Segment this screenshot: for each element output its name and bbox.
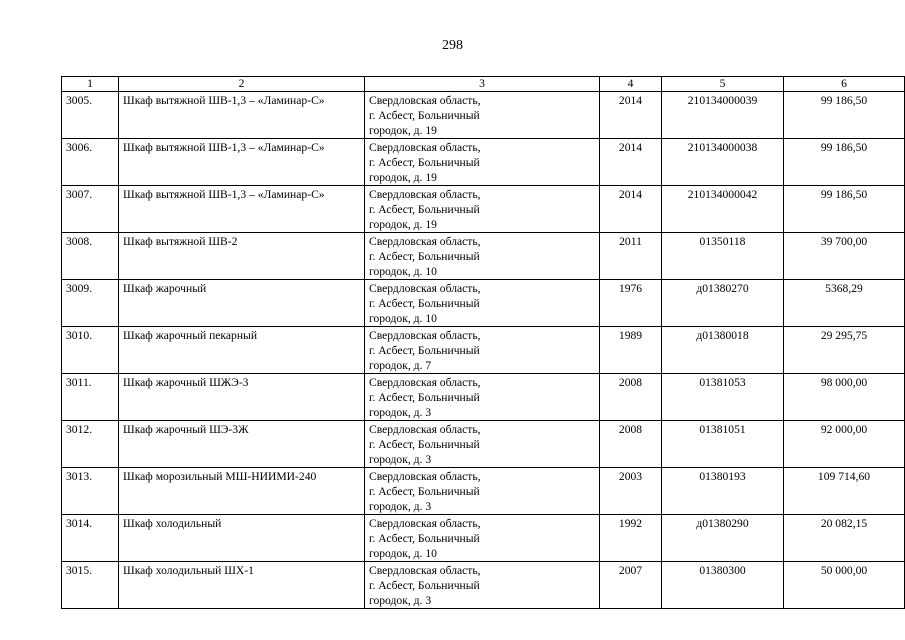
item-cost: 98 000,00 [784, 374, 905, 421]
item-cost: 92 000,00 [784, 421, 905, 468]
column-header-6: 6 [784, 77, 905, 92]
item-year: 2014 [600, 92, 662, 139]
inventory-number: 01381051 [662, 421, 784, 468]
inventory-number: 01350118 [662, 233, 784, 280]
item-name: Шкаф жарочный ШЭ-3Ж [119, 421, 365, 468]
item-year: 2008 [600, 374, 662, 421]
table-row [62, 327, 905, 374]
item-cost: 50 000,00 [784, 562, 905, 609]
column-header-2: 2 [119, 77, 365, 92]
inventory-number: 01380193 [662, 468, 784, 515]
inventory-number: д01380290 [662, 515, 784, 562]
item-address [365, 327, 600, 374]
item-name: Шкаф жарочный ШЖЭ-3 [119, 374, 365, 421]
address-line: городок, д. 3 [369, 594, 432, 607]
column-header-5: 5 [662, 77, 784, 92]
item-cost: 20 082,15 [784, 515, 905, 562]
item-name: Шкаф вытяжной ШВ-2 [119, 233, 365, 280]
address-line: Свердловская область, [369, 235, 481, 248]
item-address [365, 280, 600, 327]
item-name: Шкаф вытяжной ШВ-1,3 – «Ламинар-С» [119, 139, 365, 186]
address-line: Свердловская область, [369, 141, 481, 154]
column-header-4: 4 [600, 77, 662, 92]
address-line: г. Асбест, Больничный [369, 344, 480, 357]
item-name: Шкаф холодильный [119, 515, 365, 562]
item-year: 2014 [600, 186, 662, 233]
row-number: 3005. [62, 92, 119, 139]
inventory-number: 210134000042 [662, 186, 784, 233]
item-year: 1976 [600, 280, 662, 327]
column-header-3: 3 [365, 77, 600, 92]
table-row [62, 92, 905, 139]
row-number: 3010. [62, 327, 119, 374]
item-year: 2007 [600, 562, 662, 609]
address-line: г. Асбест, Больничный [369, 250, 480, 263]
row-number: 3009. [62, 280, 119, 327]
item-year: 2003 [600, 468, 662, 515]
address-line: городок, д. 10 [369, 265, 437, 278]
table-row [62, 186, 905, 233]
address-line: городок, д. 19 [369, 124, 437, 137]
item-cost: 109 714,60 [784, 468, 905, 515]
item-name: Шкаф жарочный [119, 280, 365, 327]
row-number: 3008. [62, 233, 119, 280]
page-number: 298 [442, 38, 463, 53]
address-line: Свердловская область, [369, 282, 481, 295]
table-row [62, 515, 905, 562]
address-line: Свердловская область, [369, 517, 481, 530]
address-line: Свердловская область, [369, 376, 481, 389]
item-cost: 99 186,50 [784, 186, 905, 233]
item-address [365, 374, 600, 421]
item-year: 1989 [600, 327, 662, 374]
address-line: городок, д. 10 [369, 547, 437, 560]
inventory-number: 01380300 [662, 562, 784, 609]
inventory-number: д01380270 [662, 280, 784, 327]
address-line: Свердловская область, [369, 94, 481, 107]
item-name: Шкаф жарочный пекарный [119, 327, 365, 374]
item-address [365, 139, 600, 186]
inventory-number: 210134000038 [662, 139, 784, 186]
item-address [365, 468, 600, 515]
row-number: 3007. [62, 186, 119, 233]
table-row [62, 139, 905, 186]
inventory-number: 210134000039 [662, 92, 784, 139]
address-line: Свердловская область, [369, 188, 481, 201]
address-line: г. Асбест, Больничный [369, 297, 480, 310]
row-number: 3013. [62, 468, 119, 515]
address-line: г. Асбест, Больничный [369, 485, 480, 498]
address-line: городок, д. 3 [369, 453, 432, 466]
item-year: 2011 [600, 233, 662, 280]
address-line: Свердловская область, [369, 564, 481, 577]
address-line: г. Асбест, Больничный [369, 156, 480, 169]
address-line: городок, д. 3 [369, 406, 432, 419]
item-name: Шкаф морозильный МШ-НИИМИ-240 [119, 468, 365, 515]
address-line: городок, д. 7 [369, 359, 432, 372]
address-line: г. Асбест, Больничный [369, 579, 480, 592]
item-year: 2008 [600, 421, 662, 468]
item-cost: 39 700,00 [784, 233, 905, 280]
item-name: Шкаф холодильный ШХ-1 [119, 562, 365, 609]
address-line: г. Асбест, Больничный [369, 203, 480, 216]
row-number: 3006. [62, 139, 119, 186]
row-number: 3012. [62, 421, 119, 468]
address-line: Свердловская область, [369, 423, 481, 436]
table-row [62, 280, 905, 327]
address-line: г. Асбест, Больничный [369, 438, 480, 451]
table-row [62, 562, 905, 609]
item-address [365, 92, 600, 139]
item-year: 1992 [600, 515, 662, 562]
address-line: городок, д. 19 [369, 218, 437, 231]
column-header-1: 1 [62, 77, 119, 92]
address-line: городок, д. 10 [369, 312, 437, 325]
item-address [365, 421, 600, 468]
item-cost: 29 295,75 [784, 327, 905, 374]
item-address [365, 562, 600, 609]
table-row [62, 468, 905, 515]
table-row [62, 421, 905, 468]
inventory-table [61, 76, 905, 609]
row-number: 3011. [62, 374, 119, 421]
inventory-number: д01380018 [662, 327, 784, 374]
address-line: г. Асбест, Больничный [369, 532, 480, 545]
address-line: г. Асбест, Больничный [369, 391, 480, 404]
header-row [62, 77, 905, 92]
item-cost: 99 186,50 [784, 139, 905, 186]
item-year: 2014 [600, 139, 662, 186]
row-number: 3014. [62, 515, 119, 562]
item-cost: 5368,29 [784, 280, 905, 327]
address-line: городок, д. 3 [369, 500, 432, 513]
address-line: г. Асбест, Больничный [369, 109, 480, 122]
item-name: Шкаф вытяжной ШВ-1,3 – «Ламинар-С» [119, 92, 365, 139]
address-line: городок, д. 19 [369, 171, 437, 184]
table-body [62, 92, 905, 609]
inventory-number: 01381053 [662, 374, 784, 421]
table-row [62, 374, 905, 421]
table-row [62, 233, 905, 280]
item-name: Шкаф вытяжной ШВ-1,3 – «Ламинар-С» [119, 186, 365, 233]
item-cost: 99 186,50 [784, 92, 905, 139]
item-address [365, 515, 600, 562]
address-line: Свердловская область, [369, 329, 481, 342]
row-number: 3015. [62, 562, 119, 609]
address-line: Свердловская область, [369, 470, 481, 483]
item-address [365, 233, 600, 280]
item-address [365, 186, 600, 233]
